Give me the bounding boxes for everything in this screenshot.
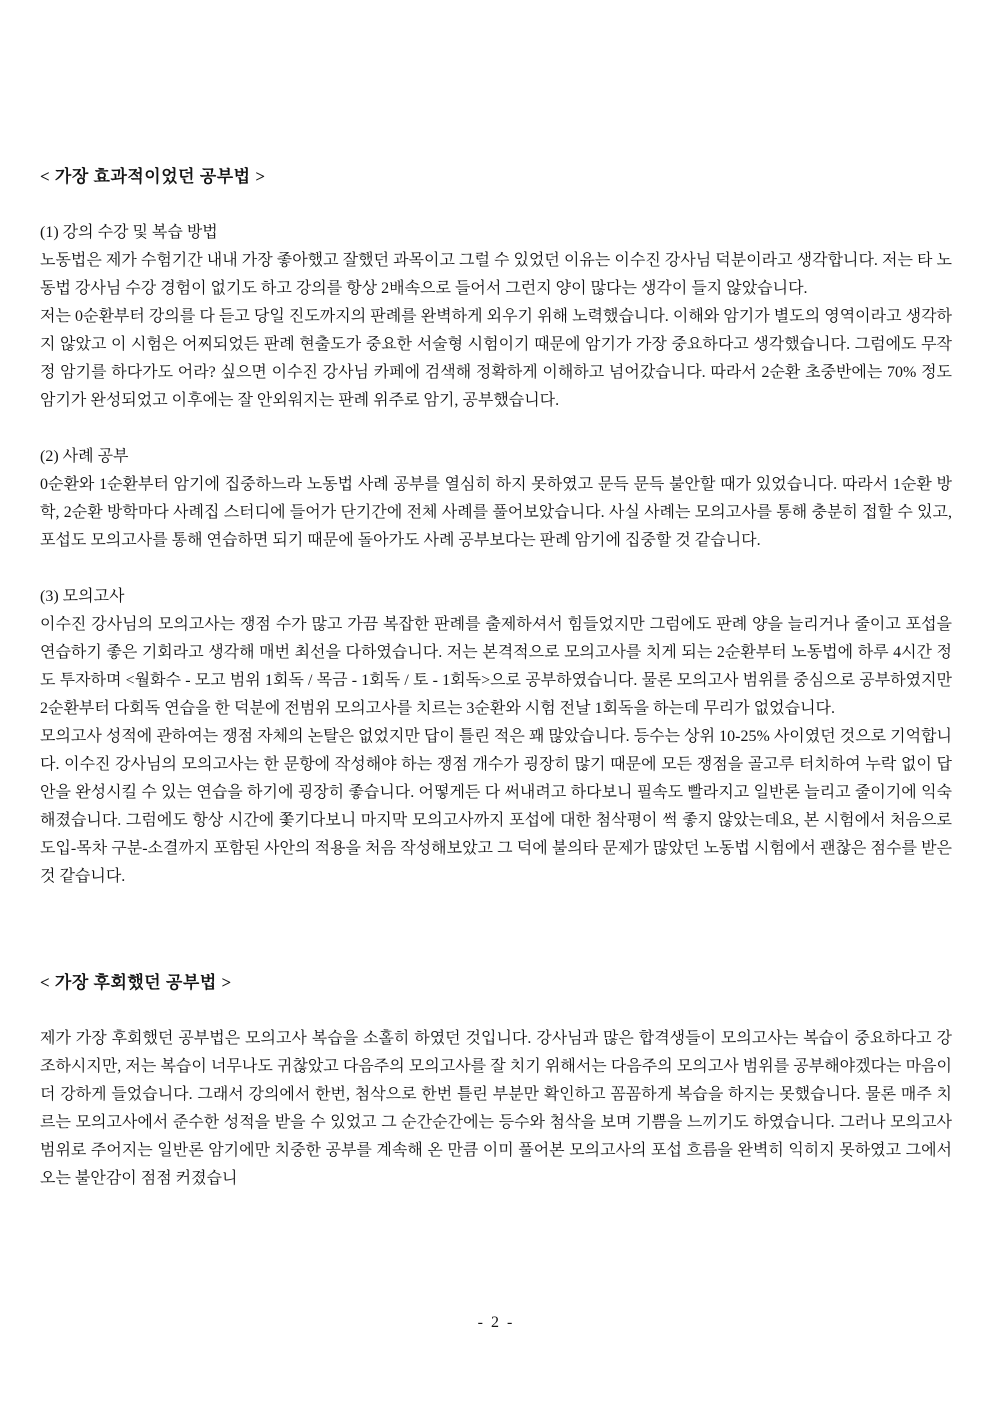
subsection-heading: (3) 모의고사: [40, 588, 125, 605]
block-mock-exam: [40, 583, 952, 891]
section-heading: < 가장 효과적이었던 공부법 >: [40, 167, 266, 186]
section-heading: < 가장 후회했던 공부법 >: [40, 973, 232, 992]
section-effective-methods: [40, 163, 952, 891]
paragraph: 제가 가장 후회했던 공부법은 모의고사 복습을 소홀히 하였던 것입니다. 강사님과 많은 합격생들이 모의고사는 복습이 중요하다고 강조하시지만, 저는 복습이 너무나도 귀찮았고 다음주의 모의고사를 잘 치기 위해서는 다음주의 모의고사 범위를 공부해야겠다는 마음이 더 강하게 들었습니다. 그래서 강의에서 한번, 첨삭으로 한번 틀린 부분만 확인하고 꼼꼼하게 복습을 하지는 못했습니다. 물론 매주 치르는 모의고사에서 준수한 성적을 받을 수 있었고 그 순간순간에는 등수와 첨삭을 보며 기쁨을 느끼기도 하였습니다. 그러나 모의고사 범위로 주어지는 일반론 암기에만 치중한 공부를 계속해 온 만큼 이미 풀어본 모의고사의 포섭 흐름을 완벽히 익히지 못하였고 그에서 오는 불안감이 점점 커졌습니: [40, 1030, 952, 1187]
paragraph: 이수진 강사님의 모의고사는 쟁점 수가 많고 가끔 복잡한 판례를 출제하셔서 힘들었지만 그럼에도 판례 양을 늘리거나 줄이고 포섭을 연습하기 좋은 기회라고 생각해 매번 최선을 다하였습니다. 저는 본격적으로 모의고사를 치게 되는 2순환부터 노동법에 하루 4시간 정도 투자하며 <월화수 - 모고 범위 1회독 / 목금 - 1회독 / 토 - 1회독>으로 공부하였습니다. 물론 모의고사 범위를 중심으로 공부하였지만 2순환부터 다회독 연습을 한 덕분에 전범위 모의고사를 치르는 3순환와 시험 전날 1회독을 하는데 무리가 없었습니다.: [40, 616, 952, 717]
subsection-heading: (1) 강의 수강 및 복습 방법: [40, 224, 218, 241]
block-lecture-review: [40, 219, 952, 415]
page-number: - 2 -: [477, 1314, 515, 1331]
paragraph: 0순환와 1순환부터 암기에 집중하느라 노동법 사례 공부를 열심히 하지 못하였고 문득 문득 불안할 때가 있었습니다. 따라서 1순환 방학, 2순환 방학마다 사례집 스터디에 들어가 단기간에 전체 사례를 풀어보았습니다. 사실 사례는 모의고사를 통해 충분히 접할 수 있고, 포섭도 모의고사를 통해 연습하면 되기 때문에 돌아가도 사례 공부보다는 판례 암기에 집중할 것 같습니다.: [40, 476, 952, 549]
subsection-heading: (2) 사례 공부: [40, 448, 129, 465]
block-case-study: [40, 443, 952, 555]
paragraph: 모의고사 성적에 관하여는 쟁점 자체의 논탈은 없었지만 답이 틀린 적은 꽤 많았습니다. 등수는 상위 10-25% 사이였던 것으로 기억합니다. 이수진 강사님의 모의고사는 한 문항에 작성해야 하는 쟁점 개수가 굉장히 많기 때문에 모든 쟁점을 골고루 터치하여 누락 없이 답안을 완성시킬 수 있는 연습을 하기에 굉장히 좋습니다. 어떻게든 다 써내려고 하다보니 필속도 빨라지고 일반론 늘리고 줄이기에 익숙해졌습니다. 그럼에도 항상 시간에 쫓기다보니 마지막 모의고사까지 포섭에 대한 첨삭평이 썩 좋지 않았는데요, 본 시험에서 처음으로 도입-목차 구분-소결까지 포함된 사안의 적용을 처음 작성해보았고 그 덕에 불의타 문제가 많았던 노동법 시험에서 괜찮은 점수를 받은 것 같습니다.: [40, 728, 952, 885]
section-regretted-methods: [40, 969, 952, 1193]
paragraph: 노동법은 제가 수험기간 내내 가장 좋아했고 잘했던 과목이고 그럴 수 있었던 이유는 이수진 강사님 덕분이라고 생각합니다. 저는 타 노동법 강사님 수강 경험이 없기도 하고 강의를 항상 2배속으로 들어서 그런지 양이 많다는 생각이 들지 않았습니다.: [40, 252, 952, 297]
paragraph: 저는 0순환부터 강의를 다 듣고 당일 진도까지의 판례를 완벽하게 외우기 위해 노력했습니다. 이해와 암기가 별도의 영역이라고 생각하지 않았고 이 시험은 어찌되었든 판례 현출도가 중요한 서술형 시험이기 때문에 암기가 가장 중요하다고 생각했습니다. 그럼에도 무작정 암기를 하다가도 어라? 싶으면 이수진 강사님 카페에 검색해 정확하게 이해하고 넘어갔습니다. 따라서 2순환 초중반에는 70% 정도 암기가 완성되었고 이후에는 잘 안외워지는 판례 위주로 암기, 공부했습니다.: [40, 308, 952, 409]
block-regret: [40, 1025, 952, 1193]
